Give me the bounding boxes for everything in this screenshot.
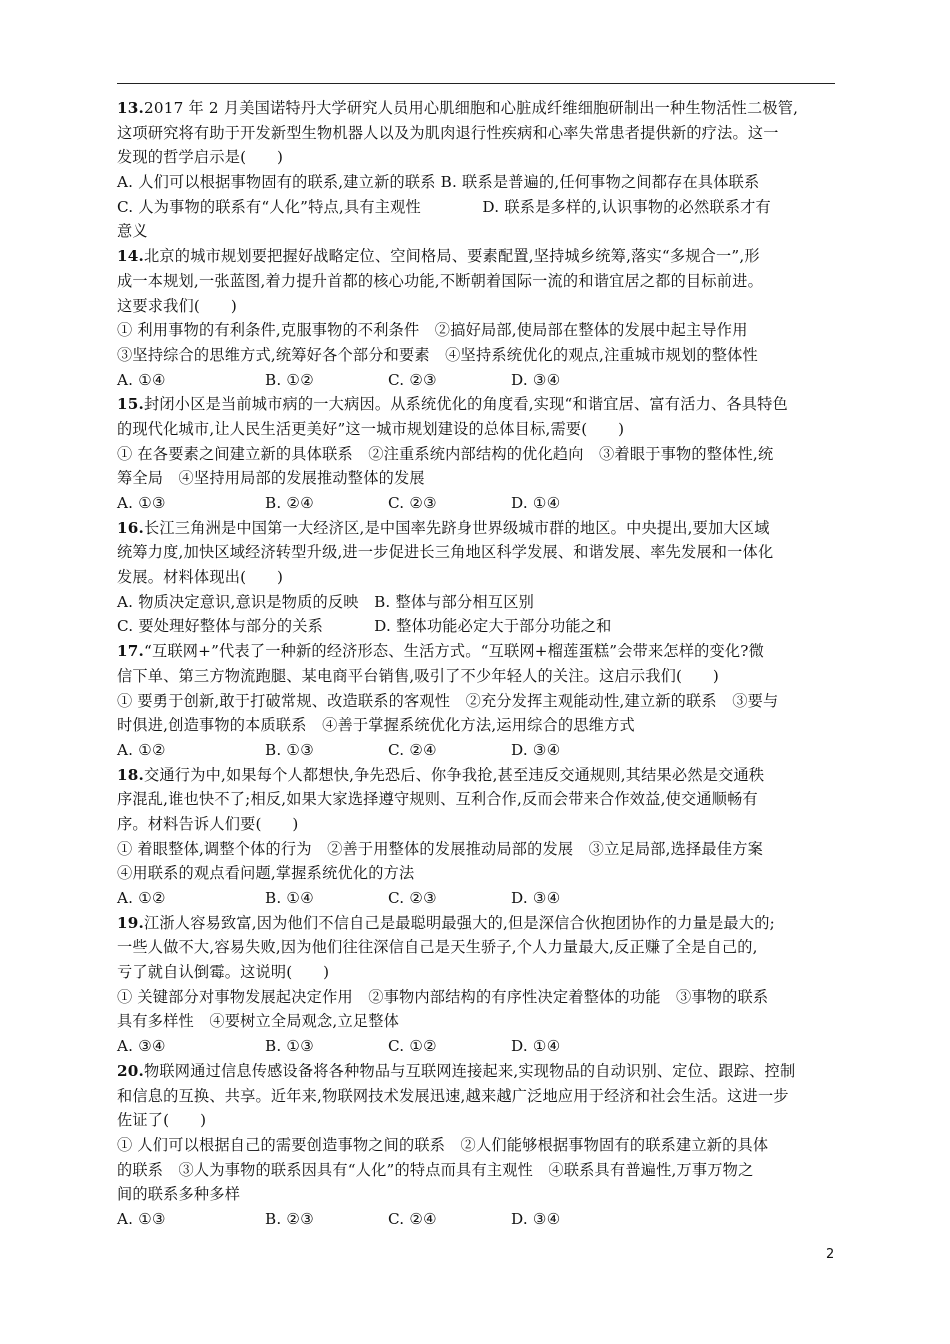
option-b: B. ①③ <box>265 1037 315 1056</box>
answer-options <box>117 491 839 516</box>
question-number: 16. <box>117 518 145 537</box>
statement-line: ① 关键部分对事物发展起决定作用 ②事物内部结构的有序性决定着整体的功能 ③事物的联系 <box>117 987 769 1006</box>
option-a: A. ①③ <box>117 1209 166 1228</box>
question-text: “互联网+”代表了一种新的经济形态、生活方式。“互联网+榴莲蛋糕”会带来怎样的变化?微 <box>144 642 765 661</box>
statement-line: ① 着眼整体,调整个体的行为 ②善于用整体的发展推动局部的发展 ③立足局部,选择最佳方案 <box>117 839 763 858</box>
question-text: 封闭小区是当前城市病的一大病因。从系统优化的角度看,实现“和谐宜居、富有活力、各具特色 <box>144 395 788 414</box>
question-text: 序。材料告诉人们要( ) <box>117 814 299 833</box>
question-number: 15. <box>117 395 145 414</box>
question-number: 17. <box>117 642 145 661</box>
question-text: 交通行为中,如果每个人都想快,争先恐后、你争我抢,甚至违反交通规则,其结果必然是交通秩 <box>144 765 765 784</box>
statement-line: ① 在各要素之间建立新的具体联系 ②注重系统内部结构的优化趋向 ③着眼于事物的整体性,统 <box>117 444 774 463</box>
answer-options <box>117 738 839 763</box>
option-d: D. ①④ <box>511 494 561 512</box>
option-d: D. ③④ <box>511 370 561 389</box>
statement-line: ① 人们可以根据自己的需要创造事物之间的联系 ②人们能够根据事物固有的联系建立新的具体 <box>117 1135 769 1154</box>
answer-choice-line: C. 人为事物的联系有“人化”特点,具有主观性 D. 联系是多样的,认识事物的必然联系才有 <box>117 197 771 216</box>
question-text: 发现的哲学启示是( ) <box>117 148 284 167</box>
question-text: 北京的城市规划要把握好战略定位、空间格局、要素配置,坚持城乡统筹,落实“多规合一”,形 <box>144 247 760 266</box>
option-d: D. ③④ <box>511 889 561 907</box>
option-c: C. ②④ <box>388 740 437 759</box>
option-b: B. ②④ <box>265 494 315 512</box>
question-text: 长江三角洲是中国第一大经济区,是中国率先跻身世界级城市群的地区。中央提出,要加大区域 <box>144 518 770 537</box>
header-rule <box>117 83 835 84</box>
question-text: 统筹力度,加快区域经济转型升级,进一步促进长三角地区科学发展、和谐发展、率先发展和一体化 <box>117 543 774 562</box>
answer-choice-line: A. 物质决定意识,意识是物质的反映 B. 整体与部分相互区别 <box>117 592 534 611</box>
question-number: 19. <box>117 913 145 932</box>
question-text: 成一本规划,一张蓝图,着力提升首都的核心功能,不断朝着国际一流的和谐宜居之都的目标前进。 <box>117 271 763 290</box>
question-text: 江浙人容易致富,因为他们不信自己是最聪明最强大的,但是深信合伙抱团协作的力量是最大的; <box>144 913 775 932</box>
question-text: 佐证了( ) <box>117 1111 207 1130</box>
option-c: C. ②④ <box>388 1209 437 1228</box>
option-a: A. ③④ <box>117 1037 166 1056</box>
statement-line: ① 利用事物的有利条件,克服事物的不利条件 ②搞好局部,使局部在整体的发展中起主导作用 <box>117 321 748 340</box>
option-c: C. ①② <box>388 1037 437 1056</box>
option-a: A. ①② <box>117 889 166 907</box>
question-number: 18. <box>117 765 145 784</box>
option-a: A. ①③ <box>117 494 166 512</box>
option-c: C. ②③ <box>388 494 437 512</box>
question-list <box>117 96 839 1232</box>
question-text: 物联网通过信息传感设备将各种物品与互联网连接起来,实现物品的自动识别、定位、跟踪、控制 <box>144 1061 796 1080</box>
option-c: C. ②③ <box>388 370 437 389</box>
option-a: A. ①② <box>117 740 166 759</box>
statement-line: 具有多样性 ④要树立全局观念,立足整体 <box>117 1012 400 1031</box>
question-text: 2017 年 2 月美国诺特丹大学研究人员用心肌细胞和心脏成纤维细胞研制出一种生物活性二极管, <box>144 99 799 117</box>
option-d: D. ③④ <box>511 1209 561 1228</box>
question-text: 信下单、第三方物流跑腿、某电商平台销售,吸引了不少年轻人的关注。这启示我们( ) <box>117 666 720 685</box>
question-text: 这要求我们( ) <box>117 296 237 315</box>
option-b: B. ①③ <box>265 740 315 759</box>
answer-choice-line: C. 要处理好整体与部分的关系 D. 整体功能必定大于部分功能之和 <box>117 617 612 636</box>
question-text: 一些人做不大,容易失败,因为他们往往深信自己是天生骄子,个人力量最大,反正赚了全是自己的, <box>117 938 758 957</box>
question-20 <box>117 1059 839 1232</box>
statement-line: 筹全局 ④坚持用局部的发展推动整体的发展 <box>117 469 425 488</box>
answer-options <box>117 886 839 911</box>
question-17 <box>117 639 839 762</box>
question-text: 和信息的互换、共享。近年来,物联网技术发展迅速,越来越广泛地应用于经济和社会生活。这进一步 <box>117 1086 789 1105</box>
option-b: B. ②③ <box>265 1209 315 1228</box>
question-text: 序混乱,谁也快不了;相反,如果大家选择遵守规则、互利合作,反而会带来合作效益,使交通顺畅有 <box>117 790 758 809</box>
statement-line: ③坚持综合的思维方式,统筹好各个部分和要素 ④坚持系统优化的观点,注重城市规划的整体性 <box>117 345 758 364</box>
answer-options <box>117 1207 839 1232</box>
answer-choice-line: 意义 <box>117 222 148 241</box>
question-text: 亏了就自认倒霉。这说明( ) <box>117 963 330 982</box>
statement-line: 间的联系多种多样 <box>117 1185 241 1204</box>
option-a: A. ①④ <box>117 370 166 389</box>
answer-choice-line: A. 人们可以根据事物固有的联系,建立新的联系 B. 联系是普遍的,任何事物之间都存在具体联系 <box>117 173 760 192</box>
question-number: 14. <box>117 247 145 266</box>
question-text: 发展。材料体现出( ) <box>117 568 284 587</box>
answer-options <box>117 368 839 393</box>
question-19 <box>117 911 839 1059</box>
option-b: B. ①② <box>265 370 315 389</box>
statement-line: ① 要勇于创新,敢于打破常规、改造联系的客观性 ②充分发挥主观能动性,建立新的联系 ③要与 <box>117 691 779 710</box>
question-number: 20. <box>117 1061 145 1080</box>
option-d: D. ③④ <box>511 740 561 759</box>
question-text: 这项研究将有助于开发新型生物机器人以及为肌肉退行性疾病和心率失常患者提供新的疗法。这一 <box>117 123 779 142</box>
question-14 <box>117 244 839 392</box>
option-b: B. ①④ <box>265 889 315 907</box>
answer-options <box>117 1034 839 1059</box>
question-text: 的现代化城市,让人民生活更美好”这一城市规划建设的总体目标,需要( ) <box>117 419 625 438</box>
question-13 <box>117 96 839 244</box>
option-c: C. ②③ <box>388 889 437 907</box>
statement-line: 的联系 ③人为事物的联系因具有“人化”的特点而具有主观性 ④联系具有普遍性,万事万物之 <box>117 1160 754 1179</box>
question-number: 13. <box>117 99 145 117</box>
question-16 <box>117 516 839 639</box>
option-d: D. ①④ <box>511 1037 561 1056</box>
statement-line: ④用联系的观点看问题,掌握系统优化的方法 <box>117 864 415 883</box>
question-15 <box>117 392 839 515</box>
statement-line: 时俱进,创造事物的本质联系 ④善于掌握系统优化方法,运用综合的思维方式 <box>117 716 635 735</box>
question-18 <box>117 763 839 911</box>
page-number: 2 <box>826 1247 835 1262</box>
